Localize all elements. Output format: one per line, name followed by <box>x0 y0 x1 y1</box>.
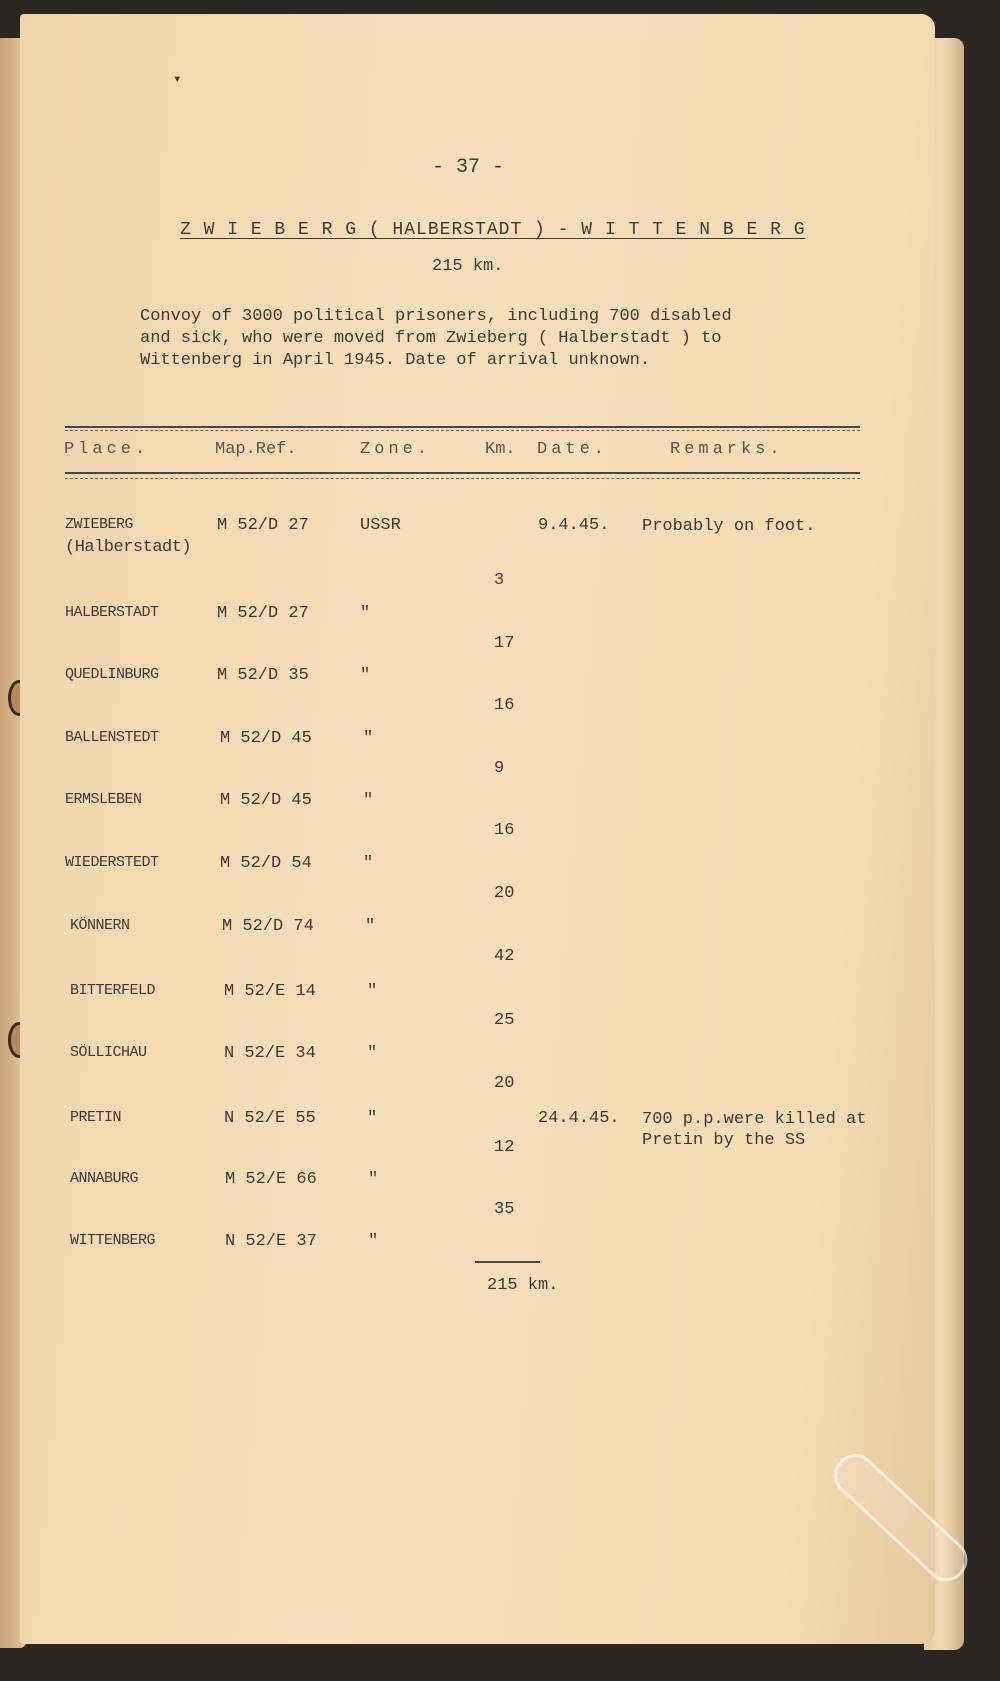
zone-cell: " <box>368 1170 379 1189</box>
zone-cell: " <box>363 854 374 873</box>
km-segment: 3 <box>494 571 505 590</box>
place-cell: HALBERSTADT <box>65 604 159 621</box>
place-cell: BITTERFELD <box>70 982 156 999</box>
map-ref-cell: N 52/E 37 <box>225 1232 317 1251</box>
place-cell: KÖNNERN <box>70 917 130 934</box>
header-remarks: Remarks. <box>670 440 784 459</box>
km-segment: 20 <box>494 1074 515 1093</box>
table-row <box>20 729 935 749</box>
table-row <box>20 982 935 1002</box>
page-number: - 37 - <box>432 156 505 179</box>
table-top-rule-dashed <box>65 430 860 431</box>
map-ref-cell: N 52/E 34 <box>224 1044 316 1063</box>
route-distance: 215 km. <box>432 257 504 276</box>
table-row <box>20 917 935 937</box>
table-row <box>20 666 935 686</box>
header-date: Date. <box>537 440 609 459</box>
table-row <box>20 516 935 557</box>
zone-cell: " <box>367 1044 378 1063</box>
zone-cell: " <box>365 917 376 936</box>
zone-cell: " <box>360 666 371 685</box>
remarks-cell: Probably on foot. <box>642 517 816 536</box>
remarks-cell-line2: Pretin by the SS <box>642 1131 806 1150</box>
zone-cell: " <box>367 982 378 1001</box>
intro-paragraph <box>140 306 760 372</box>
map-ref-cell: M 52/D 54 <box>220 854 312 873</box>
header-bottom-rule-dashed <box>65 478 860 479</box>
km-segment: 12 <box>494 1138 515 1157</box>
stray-mark: ▾ <box>173 72 182 88</box>
km-segment: 9 <box>494 759 505 778</box>
place-cell: BALLENSTEDT <box>65 729 159 746</box>
table-top-rule <box>65 426 860 428</box>
zone-cell: " <box>368 1232 379 1251</box>
km-segment: 42 <box>494 947 515 966</box>
map-ref-cell: M 52/D 35 <box>217 666 309 685</box>
intro-line: Convoy of 3000 political prisoners, including 700 disabled <box>140 307 732 326</box>
map-ref-cell: M 52/E 14 <box>224 982 316 1001</box>
place-cell: ANNABURG <box>70 1170 139 1187</box>
header-map-ref: Map.Ref. <box>215 440 297 459</box>
map-ref-cell: N 52/E 55 <box>224 1109 316 1128</box>
table-row <box>20 604 935 624</box>
place-cell: QUEDLINBURG <box>65 666 159 683</box>
header-place: Place. <box>64 440 150 459</box>
table-row <box>20 854 935 874</box>
zone-cell: " <box>363 729 374 748</box>
km-segment: 16 <box>494 696 515 715</box>
header-km: Km. <box>485 440 516 459</box>
place-cell: WITTENBERG <box>70 1232 156 1249</box>
table-row <box>20 1170 935 1190</box>
map-ref-cell: M 52/E 66 <box>225 1170 317 1189</box>
map-ref-cell: M 52/D 27 <box>217 516 309 535</box>
zone-cell: USSR <box>360 516 401 535</box>
date-cell: 9.4.45. <box>538 516 610 535</box>
document-title: Z W I E B E R G ( HALBERSTADT ) - W I T T E N B E R G <box>180 220 806 240</box>
place-cell: SÖLLICHAU <box>70 1044 147 1061</box>
km-segment: 20 <box>494 884 515 903</box>
place-cell: PRETIN <box>70 1109 122 1126</box>
total-rule <box>475 1261 540 1263</box>
km-segment: 17 <box>494 634 515 653</box>
map-ref-cell: M 52/D 45 <box>220 791 312 810</box>
date-cell: 24.4.45. <box>538 1109 620 1128</box>
zone-cell: " <box>360 604 371 623</box>
header-zone: Zone. <box>360 440 432 459</box>
map-ref-cell: M 52/D 27 <box>217 604 309 623</box>
table-row <box>20 791 935 811</box>
place-cell: WIEDERSTEDT <box>65 854 159 871</box>
intro-line: and sick, who were moved from Zwieberg ( Halberstadt ) to <box>140 329 722 348</box>
zone-cell: " <box>367 1109 378 1128</box>
place-cell-sub: (Halberstadt) <box>65 538 192 557</box>
place-cell: ZWIEBERG <box>65 516 134 533</box>
table-row <box>20 1232 935 1252</box>
map-ref-cell: M 52/D 45 <box>220 729 312 748</box>
document-page <box>20 14 935 1644</box>
header-bottom-rule <box>65 472 860 474</box>
zone-cell: " <box>363 791 374 810</box>
table-row <box>20 1044 935 1064</box>
km-segment: 25 <box>494 1011 515 1030</box>
km-segment: 16 <box>494 821 515 840</box>
map-ref-cell: M 52/D 74 <box>222 917 314 936</box>
place-cell: ERMSLEBEN <box>65 791 142 808</box>
remarks-cell: 700 p.p.were killed at <box>642 1110 867 1129</box>
km-segment: 35 <box>494 1200 515 1219</box>
total-distance: 215 km. <box>487 1276 559 1295</box>
intro-line: Wittenberg in April 1945. Date of arrival unknown. <box>140 351 651 370</box>
